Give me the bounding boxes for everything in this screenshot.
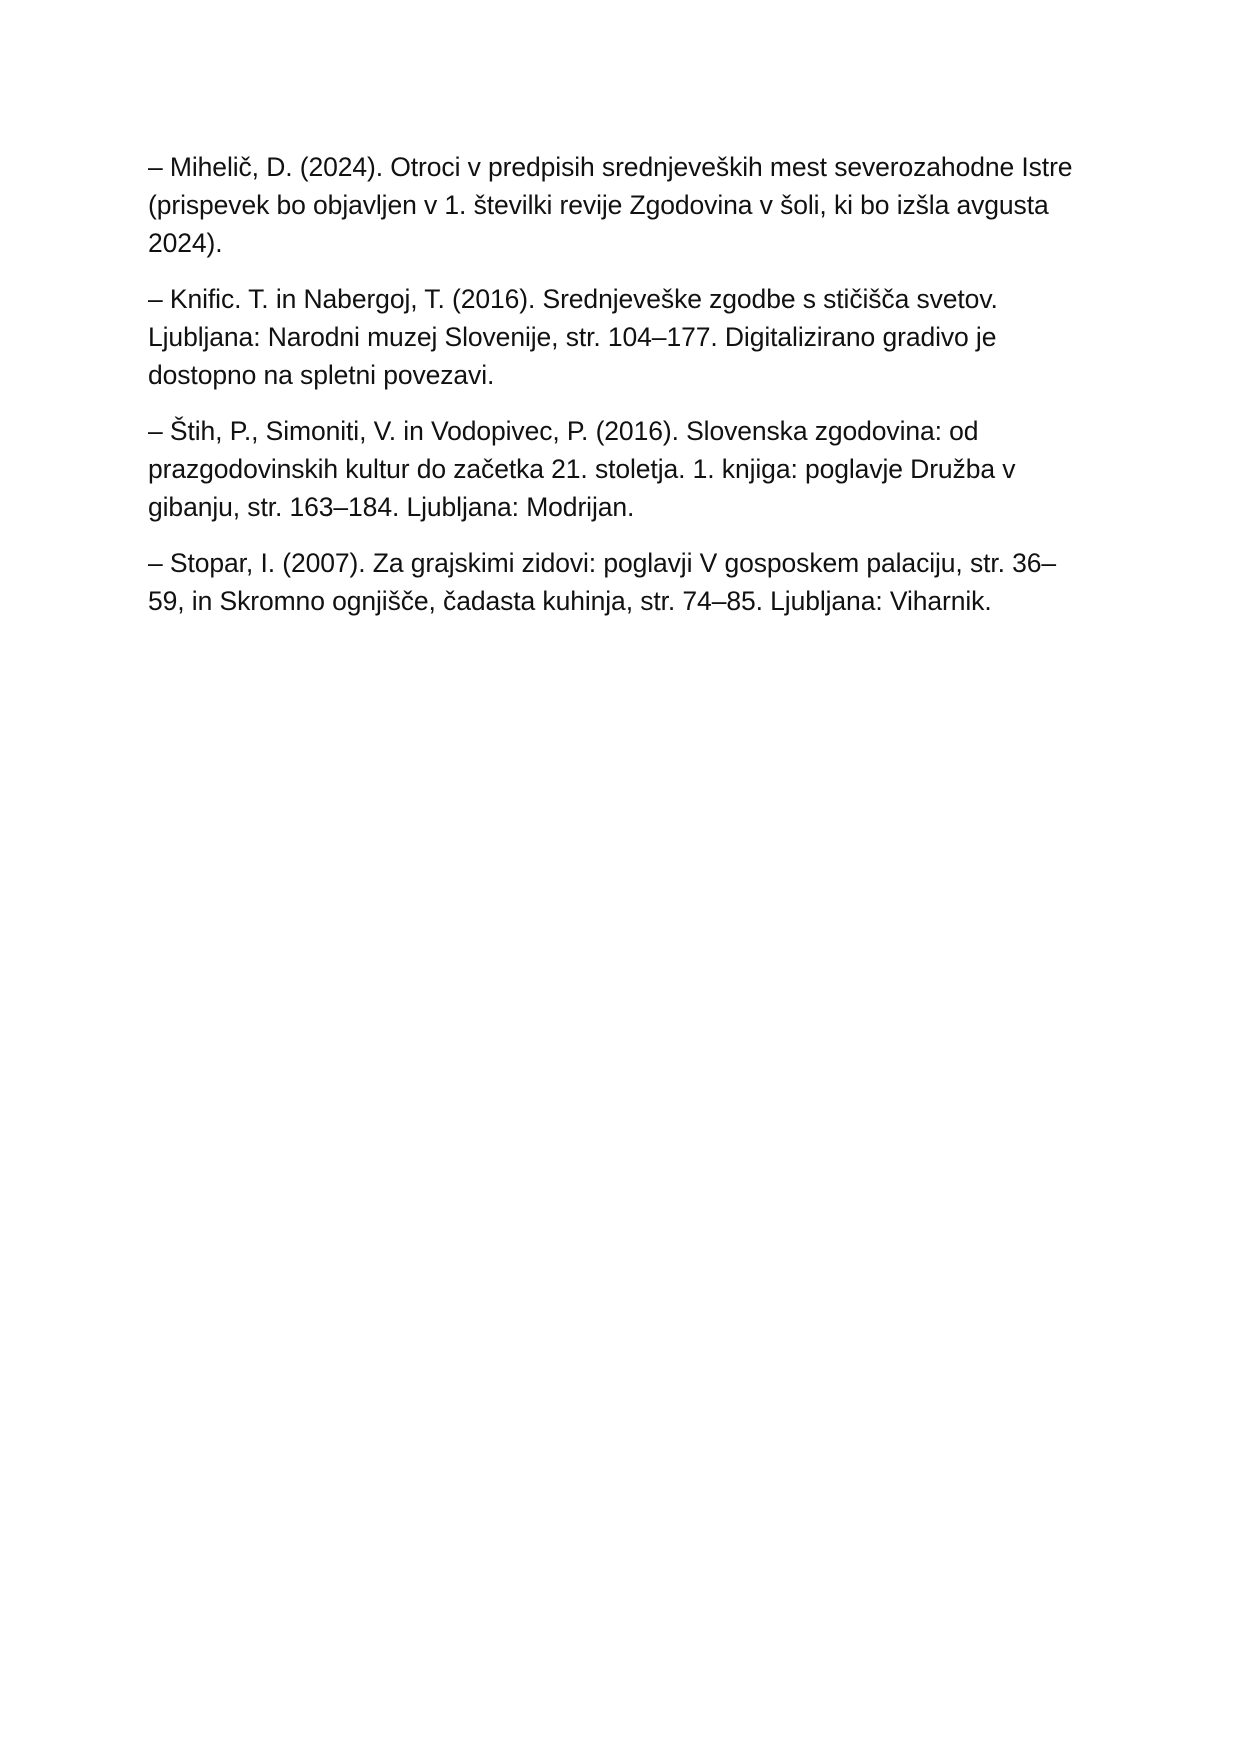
- reference-line: prazgodovinskih kultur do začetka 21. stoletja. 1. knjiga: poglavje Družba v: [148, 454, 1016, 484]
- reference-item: [148, 412, 1098, 526]
- reference-line: – Knific. T. in Nabergoj, T. (2016). Srednjeveške zgodbe s stičišča svetov.: [148, 284, 998, 314]
- reference-line: Ljubljana: Narodni muzej Slovenije, str. 104–177. Digitalizirano gradivo je: [148, 322, 997, 352]
- reference-line: gibanju, str. 163–184. Ljubljana: Modrijan.: [148, 492, 635, 522]
- reference-item: [148, 544, 1098, 620]
- reference-line: (prispevek bo objavljen v 1. številki revije Zgodovina v šoli, ki bo izšla avgusta: [148, 190, 1049, 220]
- reference-list: [148, 148, 1098, 638]
- reference-line: dostopno na spletni povezavi.: [148, 360, 495, 390]
- reference-line: 59, in Skromno ognjišče, čadasta kuhinja, str. 74–85. Ljubljana: Viharnik.: [148, 586, 992, 616]
- reference-line: – Štih, P., Simoniti, V. in Vodopivec, P. (2016). Slovenska zgodovina: od: [148, 416, 979, 446]
- reference-line: – Stopar, I. (2007). Za grajskimi zidovi: poglavji V gosposkem palaciju, str. 36–: [148, 548, 1057, 578]
- reference-line: 2024).: [148, 228, 223, 258]
- reference-item: [148, 280, 1098, 394]
- reference-item: [148, 148, 1098, 262]
- reference-line: – Mihelič, D. (2024). Otroci v predpisih srednjeveških mest severozahodne Istre: [148, 152, 1073, 182]
